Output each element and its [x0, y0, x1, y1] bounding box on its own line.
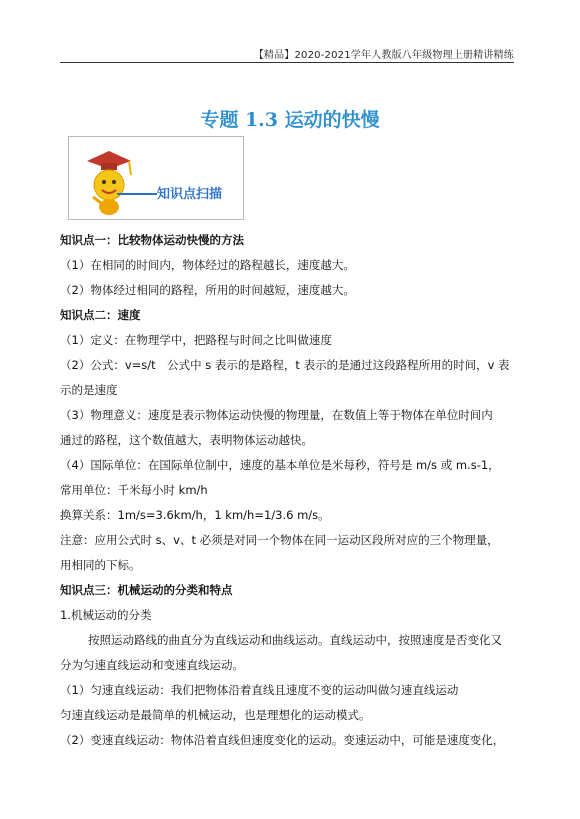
- section-heading: 知识点一：比较物体运动快慢的方法: [60, 233, 244, 247]
- paragraph: （2）公式：v=s/t 公式中 s 表示的是路程，t 表示的是通过这段路程所用的时间，v 表: [60, 358, 510, 372]
- page-title: 专题 1.3 运动的快慢: [200, 109, 380, 131]
- banner-line: [117, 193, 157, 195]
- paragraph: 通过的路程，这个数值越大，表明物体运动越快。: [60, 433, 313, 447]
- paragraph: （3）物理意义：速度是表示物体运动快慢的物理量，在数值上等于物体在单位时间内: [60, 408, 493, 422]
- paragraph: 1.机械运动的分类: [60, 608, 152, 622]
- section-heading: 知识点二：速度: [60, 308, 141, 322]
- paragraph: 注意：应用公式时 s、v、t 必须是对同一个物体在同一运动区段所对应的三个物理量，: [60, 533, 499, 547]
- banner-label: 知识点扫描: [157, 187, 223, 202]
- paragraph: 示的是速度: [60, 383, 118, 397]
- content-body: [60, 228, 518, 753]
- paragraph: 常用单位：千米每小时 km/h: [60, 483, 208, 497]
- paragraph: （2）物体经过相同的路程，所用的时间越短，速度越大。: [60, 283, 355, 297]
- paragraph: （1）定义：在物理学中，把路程与时间之比叫做速度: [60, 333, 332, 347]
- paragraph: （1）在相同的时间内，物体经过的路程越长，速度越大。: [60, 258, 355, 272]
- paragraph: 匀速直线运动是最简单的机械运动，也是理想化的运动模式。: [60, 708, 371, 722]
- mascot-icon: [79, 141, 139, 220]
- paragraph: （2）变速直线运动：物体沿着直线但速度变化的运动。变速运动中，可能是速度变化，: [60, 733, 505, 747]
- paragraph: （4）国际单位：在国际单位制中，速度的基本单位是米每秒，符号是 m/s 或 m.s-1，: [60, 458, 500, 472]
- page-header: 【精品】2020-2021学年人教版八年级物理上册精讲精练: [253, 50, 514, 61]
- paragraph: 分为匀速直线运动和变速直线运动。: [60, 658, 244, 672]
- section-heading: 知识点三：机械运动的分类和特点: [60, 583, 233, 597]
- paragraph: 按照运动路线的曲直分为直线运动和曲线运动。直线运动中，按照速度是否变化又: [88, 633, 502, 647]
- paragraph: 换算关系：1m/s=3.6km/h，1 km/h=1/3.6 m/s。: [60, 508, 330, 522]
- knowledge-banner: [68, 136, 244, 220]
- paragraph: 用相同的下标。: [60, 558, 141, 572]
- paragraph: （1）匀速直线运动：我们把物体沿着直线且速度不变的运动叫做匀速直线运动: [60, 683, 459, 697]
- header-rule: [60, 62, 514, 63]
